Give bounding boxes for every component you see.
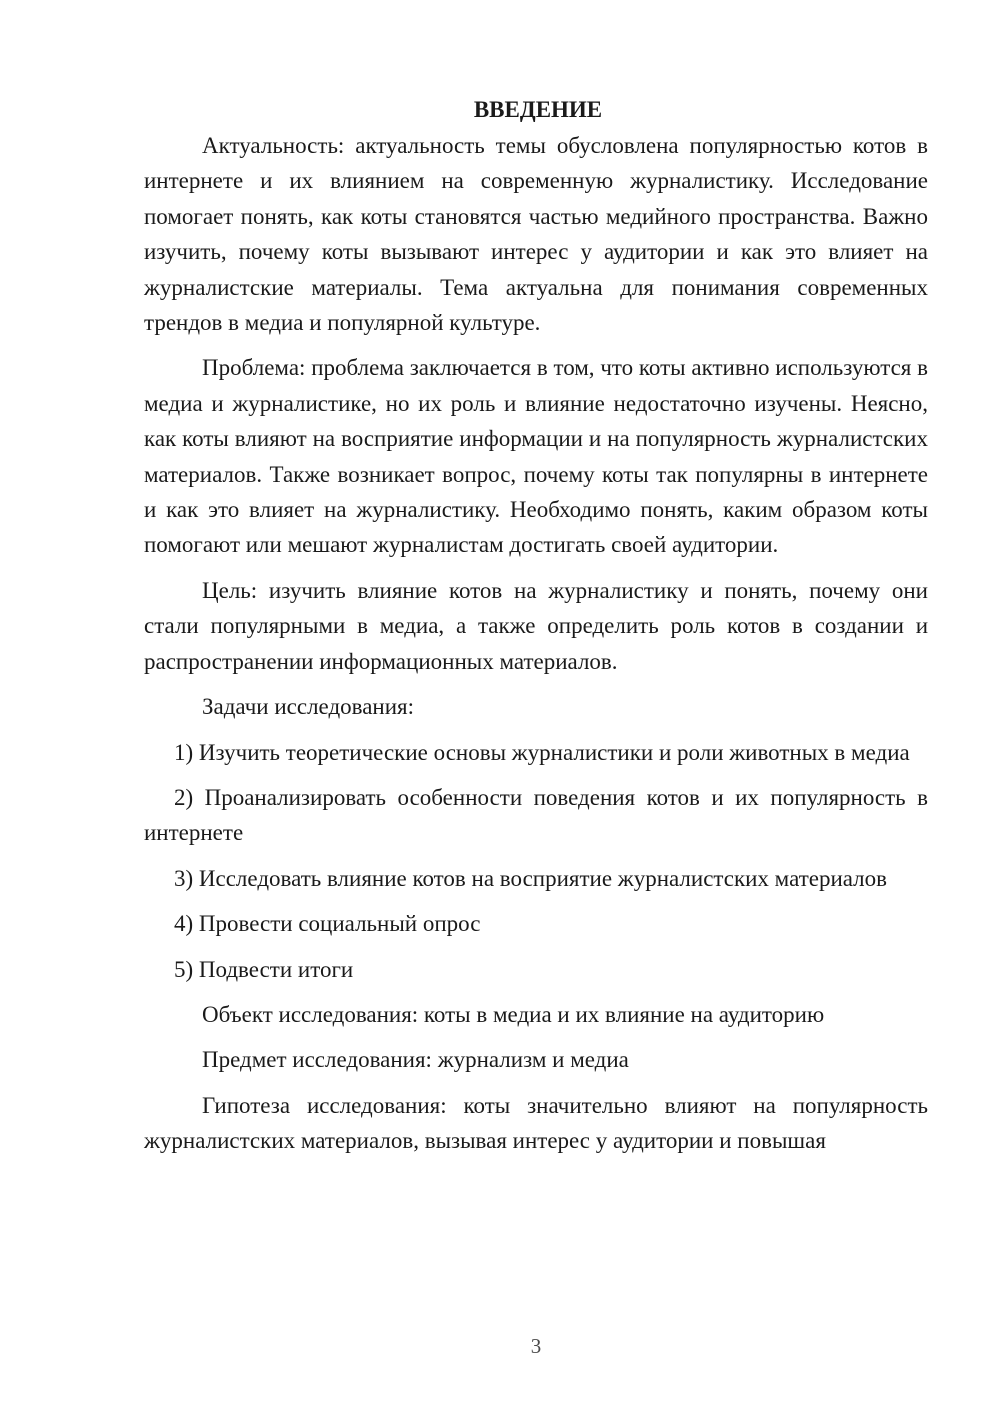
- goal-paragraph: Цель: изучить влияние котов на журналистику и понять, почему они стали популярными в медиа, а также определить роль котов в создании и распространении информационных материалов.: [144, 577, 928, 674]
- task-item-5: 5) Подвести итоги: [174, 956, 354, 982]
- task-item-2: 2) Проанализировать особенности поведения котов и их популярность в интернете: [144, 784, 928, 846]
- problem-paragraph: Проблема: проблема заключается в том, что коты активно используются в медиа и журналистике, но их роль и влияние недостаточно изучены. Неясно, как коты влияют на восприятие информации и на популярность журналистских материалов. Также возникает вопрос, почему коты так популярны в интернете и как это влияет на журналистику. Необходимо понять, каким образом коты помогают или мешают журналистам достигать своей аудитории.: [144, 355, 928, 558]
- hypothesis-paragraph: Гипотеза исследования: коты значительно влияют на популярность журналистских материалов, вызывая интерес у аудитории и повышая: [144, 1092, 928, 1154]
- object-paragraph: Объект исследования: коты в медиа и их влияние на аудиторию: [202, 1001, 825, 1027]
- relevance-paragraph: Актуальность: актуальность темы обусловлена популярностью котов в интернете и их влиянием на современную журналистику. Исследование помогает понять, как коты становятся частью медийного пространства. Важно изучить, почему коты вызывают интерес у аудитории и как это влияет на журналистские материалы. Тема актуальна для понимания современных трендов в медиа и популярной культуре.: [144, 133, 928, 336]
- page-title: ВВЕДЕНИЕ: [473, 97, 603, 122]
- page-body: [144, 92, 928, 1159]
- subject-paragraph: Предмет исследования: журнализм и медиа: [202, 1047, 629, 1073]
- tasks-heading: Задачи исследования:: [202, 694, 415, 720]
- task-item-4: 4) Провести социальный опрос: [174, 911, 481, 937]
- page-number: 3: [530, 1334, 542, 1358]
- task-item-1: 1) Изучить теоретические основы журналистики и роли животных в медиа: [174, 739, 910, 765]
- task-item-3: 3) Исследовать влияние котов на восприятие журналистских материалов: [174, 865, 888, 891]
